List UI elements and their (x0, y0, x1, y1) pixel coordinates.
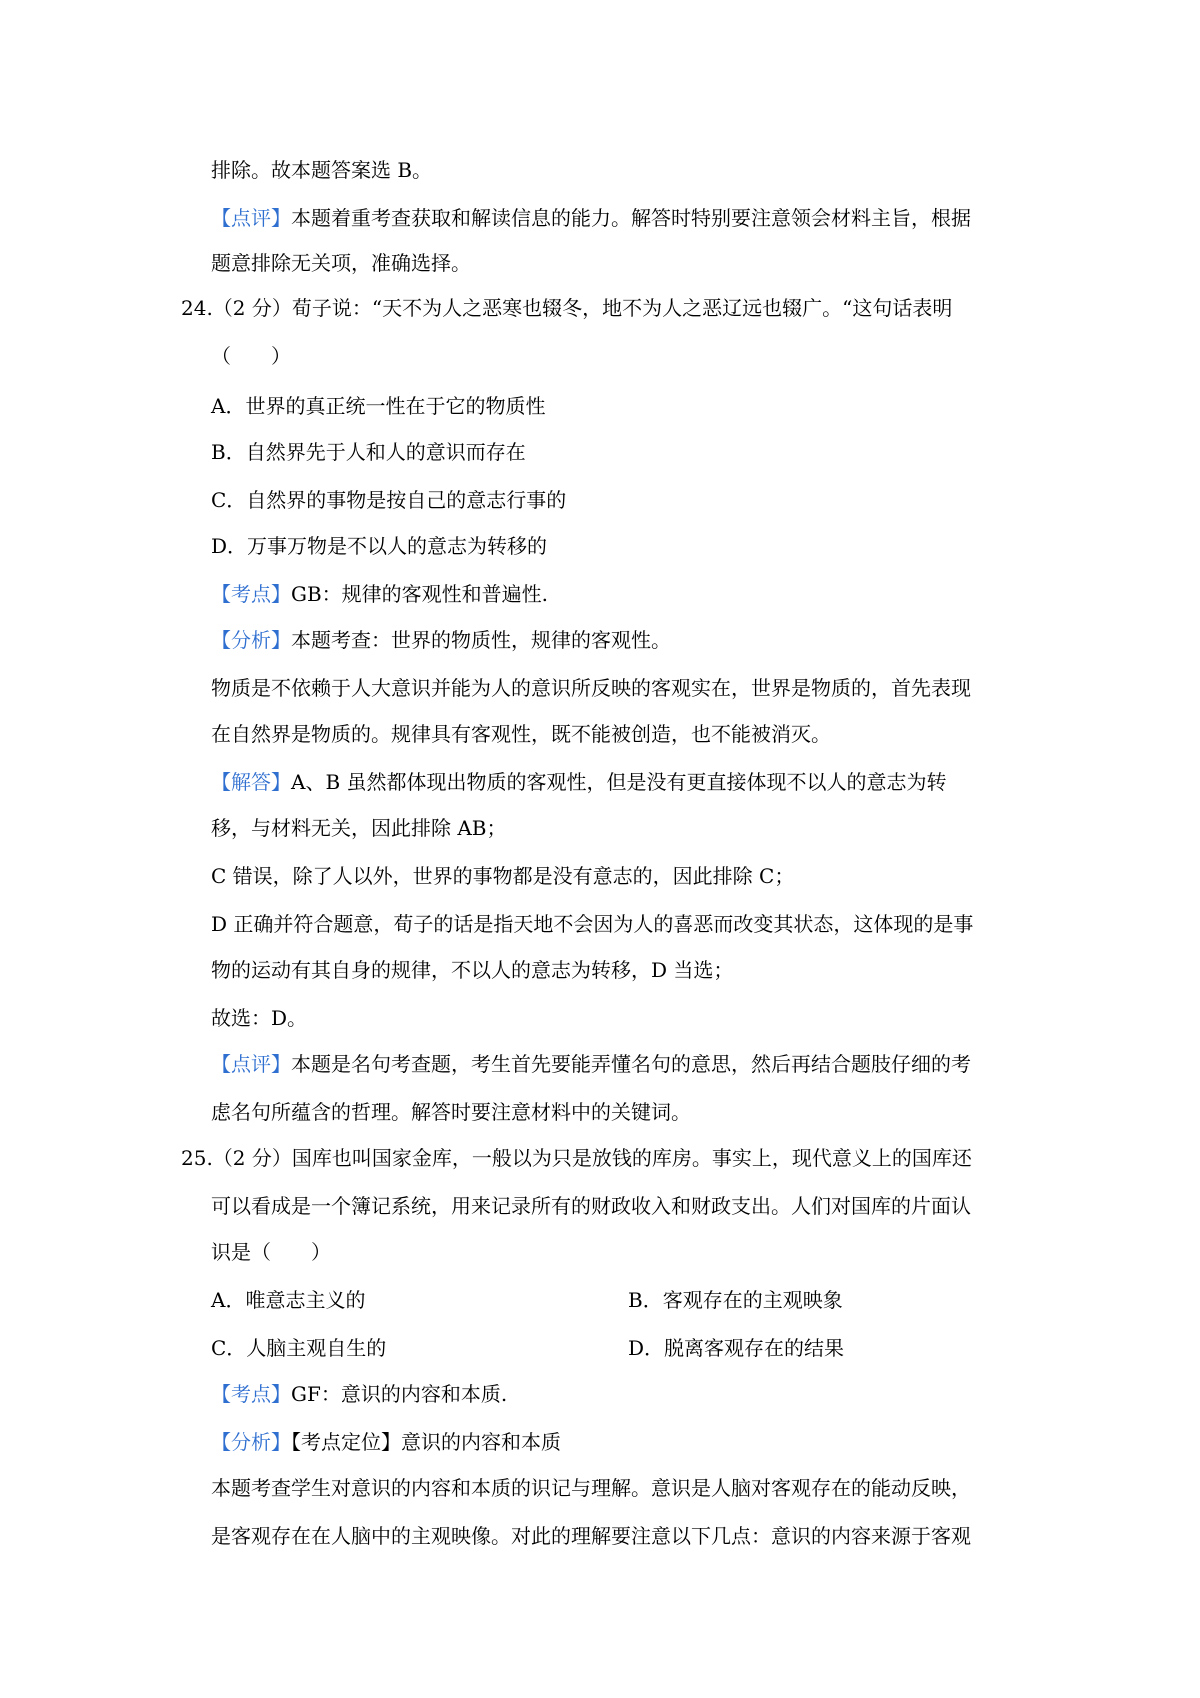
q24-fenxi-paragraph-1: 物质是不依赖于人大意识并能为人的意识所反映的客观实在，世界是物质的，首先表现 (211, 676, 971, 700)
kaodian-tag: 【考点】 (211, 582, 291, 606)
q25-stem-line-2: 可以看成是一个簿记系统，用来记录所有的财政收入和财政支出。人们对国库的片面认 (211, 1194, 971, 1218)
kaodian-text: GB：规律的客观性和普遍性. (291, 582, 549, 606)
jieda-tag: 【解答】 (211, 770, 291, 794)
q24-dianping-line-1 (211, 1049, 971, 1079)
q25-fenxi (211, 1427, 561, 1457)
kaodian-tag: 【考点】 (211, 1382, 291, 1406)
q25-option-b: B．客观存在的主观映象 (628, 1288, 843, 1312)
q25-option-a: A．唯意志主义的 (211, 1288, 366, 1312)
q25-option-c: C．人脑主观自生的 (211, 1336, 387, 1360)
q25-option-d: D．脱离客观存在的结果 (628, 1336, 845, 1360)
jieda-text: A、B 虽然都体现出物质的客观性，但是没有更直接体现不以人的意志为转 (291, 770, 947, 794)
q23-comment-line-1 (211, 203, 971, 233)
fenxi-text: 【考点定位】意识的内容和本质 (291, 1430, 561, 1454)
q25-fenxi-paragraph-1: 本题考查学生对意识的内容和本质的识记与理解。意识是人脑对客观存在的能动反映， (211, 1476, 971, 1500)
q24-jieda-line-6: 故选：D。 (211, 1006, 308, 1030)
kaodian-text: GF：意识的内容和本质. (291, 1382, 508, 1406)
q25-stem-line-3: 识是（ ） (211, 1240, 331, 1264)
q24-jieda-line-5: 物的运动有其自身的规律，不以人的意志为转移，D 当选； (211, 958, 734, 982)
comment-tag: 【点评】 (211, 206, 291, 230)
fenxi-text: 本题考查：世界的物质性，规律的客观性。 (291, 628, 671, 652)
dianping-tag: 【点评】 (211, 1052, 291, 1076)
q24-option-c: C．自然界的事物是按自己的意志行事的 (211, 488, 567, 512)
q24-option-d: D．万事万物是不以人的意志为转移的 (211, 534, 548, 558)
q24-jieda-line-4: D 正确并符合题意，荀子的话是指天地不会因为人的喜恶而改变其状态，这体现的是事 (211, 912, 974, 936)
q23-comment-line-2: 题意排除无关项，准确选择。 (211, 251, 471, 275)
q25-fenxi-paragraph-2: 是客观存在在人脑中的主观映像。对此的理解要注意以下几点：意识的内容来源于客观 (211, 1524, 971, 1548)
q23-conclusion: 排除。故本题答案选 B。 (211, 158, 433, 182)
q24-jieda-line-1 (211, 767, 947, 797)
q24-jieda-line-3: C 错误，除了人以外，世界的事物都是没有意志的，因此排除 C； (211, 864, 795, 888)
q24-stem-line-2: （ ） (211, 344, 291, 368)
q24-jieda-line-2: 移，与材料无关，因此排除 AB； (211, 816, 507, 840)
q24-option-b: B．自然界先于人和人的意识而存在 (211, 440, 526, 464)
comment-text: 本题着重考查获取和解读信息的能力。解答时特别要注意领会材料主旨，根据 (291, 206, 971, 230)
fenxi-tag: 【分析】 (211, 1430, 291, 1454)
q24-stem-line-1: 24.（2 分）荀子说：“天不为人之恶寒也辍冬，地不为人之恶辽远也辍广。“这句话表明 (181, 296, 953, 320)
q24-kaodian (211, 579, 548, 609)
q24-dianping-line-2: 虑名句所蕴含的哲理。解答时要注意材料中的关键词。 (211, 1100, 691, 1124)
fenxi-tag: 【分析】 (211, 628, 291, 652)
dianping-text: 本题是名句考查题，考生首先要能弄懂名句的意思，然后再结合题肢仔细的考 (291, 1052, 971, 1076)
q24-option-a: A．世界的真正统一性在于它的物质性 (211, 394, 546, 418)
q25-kaodian (211, 1379, 507, 1409)
q24-fenxi-paragraph-2: 在自然界是物质的。规律具有客观性，既不能被创造，也不能被消灭。 (211, 722, 831, 746)
q25-stem-line-1: 25.（2 分）国库也叫国家金库，一般以为只是放钱的库房。事实上，现代意义上的国库还 (181, 1146, 972, 1170)
q24-fenxi (211, 625, 671, 655)
